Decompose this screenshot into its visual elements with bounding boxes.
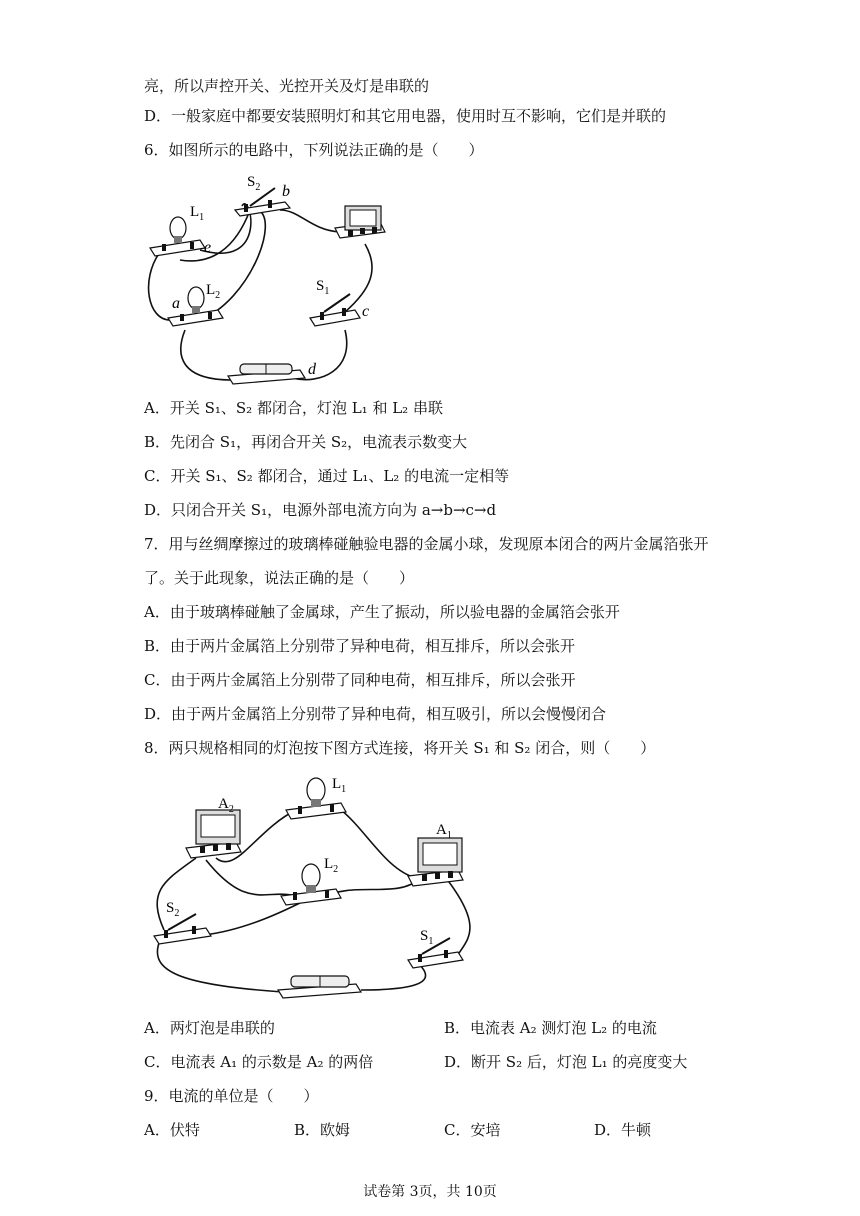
label-a1: $A_1$	[436, 822, 452, 841]
label-s2: $S_2$	[247, 174, 261, 193]
q6-option-b: B．先闭合 S₁，再闭合开关 S₂，电流表示数变大	[144, 433, 468, 451]
q9-option-a: A．伏特	[144, 1121, 200, 1139]
q6-stem: 6．如图所示的电路中，下列说法正确的是（ ）	[144, 141, 484, 159]
battery	[278, 976, 361, 998]
page-footer: 试卷第 3页，共 10页	[363, 1184, 497, 1200]
q8-circuit-figure	[146, 770, 476, 1008]
q9-stem: 9．电流的单位是（ ）	[144, 1087, 319, 1105]
q8-stem: 8．两只规格相同的灯泡按下图方式连接，将开关 S₁ 和 S₂ 闭合，则（ ）	[144, 739, 656, 757]
q6-option-c: C．开关 S₁、S₂ 都闭合，通过 L₁、L₂ 的电流一定相等	[144, 467, 510, 485]
label-e: e	[204, 239, 212, 256]
label-s1: $S_1$	[316, 278, 330, 297]
label-a2: $A_2$	[218, 796, 234, 815]
label-s2: $S_2$	[166, 900, 180, 919]
q6-circuit-figure	[140, 170, 400, 388]
battery	[228, 364, 305, 384]
q7-stem-line2: 了。关于此现象，说法正确的是（ ）	[144, 569, 415, 587]
label-l1: $L_1$	[332, 776, 347, 795]
q9-option-b: B．欧姆	[294, 1121, 351, 1139]
ammeter-a2	[186, 810, 241, 858]
q7-option-b: B．由于两片金属箔上分别带了异种电荷，相互排斥，所以会张开	[144, 637, 576, 655]
prev-option-d: D．一般家庭中都要安装照明灯和其它用电器，使用时互不影响，它们是并联的	[144, 107, 667, 125]
switch-s2	[154, 914, 211, 944]
q9-option-d: D．牛顿	[594, 1121, 652, 1139]
label-b: b	[282, 183, 290, 200]
prev-option-c-tail: 亮，所以声控开关、光控开关及灯是串联的	[144, 77, 430, 95]
label-l1: $L_1$	[190, 204, 205, 223]
q8-option-d: D．断开 S₂ 后，灯泡 L₁ 的亮度变大	[444, 1053, 688, 1071]
q6-option-d: D．只闭合开关 S₁，电源外部电流方向为 a→b→c→d	[144, 501, 497, 519]
bulb-l1	[150, 217, 205, 256]
q9-option-c: C．安培	[444, 1121, 501, 1139]
q6-option-a: A．开关 S₁、S₂ 都闭合，灯泡 L₁ 和 L₂ 串联	[144, 399, 443, 417]
q8-option-c: C．电流表 A₁ 的示数是 A₂ 的两倍	[144, 1053, 374, 1071]
label-s1: $S_1$	[420, 928, 434, 947]
q7-option-d: D．由于两片金属箔上分别带了异种电荷，相互吸引，所以会慢慢闭合	[144, 705, 607, 723]
q8-option-b: B．电流表 A₂ 测灯泡 L₂ 的电流	[444, 1019, 657, 1037]
switch-s1	[310, 294, 360, 326]
q7-option-a: A．由于玻璃棒碰触了金属球，产生了振动，所以验电器的金属箔会张开	[144, 603, 620, 621]
q8-option-a: A．两灯泡是串联的	[144, 1019, 275, 1037]
q7-option-c: C．由于两片金属箔上分别带了同种电荷，相互排斥，所以会张开	[144, 671, 576, 689]
label-d: d	[308, 361, 316, 378]
label-l2: $L_2$	[324, 856, 339, 875]
label-l2: $L_2$	[206, 282, 221, 301]
label-c: c	[362, 303, 370, 320]
ammeter-a1	[408, 838, 463, 886]
switch-s1	[408, 938, 463, 968]
label-a: a	[172, 295, 180, 312]
ammeter	[335, 206, 385, 238]
q7-stem-line1: 7．用与丝绸摩擦过的玻璃棒碰触验电器的金属小球，发现原本闭合的两片金属箔张开	[144, 535, 709, 553]
